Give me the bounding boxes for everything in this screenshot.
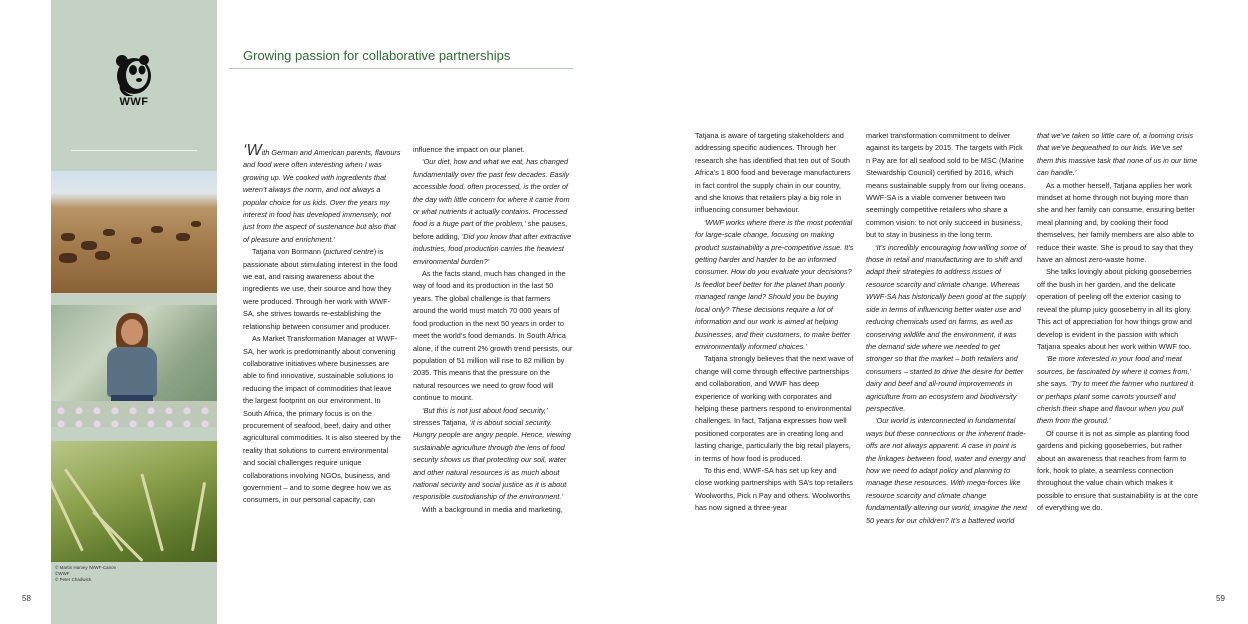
paragraph: ‘Our world is interconnected in fundamental ways but these connections or the inherent trade-offs are not always apparent. A case in point is the linkages between food, water and energy and how we need to adapt policy and planning to manage these resources. With mega-forces like resource scarcity and climate change fundamentally altering our world, imagine the next 50 years for our children? It’s a battered world — [866, 416, 1028, 525]
page-number-right: 59 — [1216, 594, 1225, 603]
page-title: Growing passion for collaborative partnerships — [243, 48, 511, 63]
article-column-4 — [866, 130, 1028, 527]
photo-wheat — [51, 441, 217, 562]
drop-cap: ‘W — [243, 142, 262, 159]
paragraph: As a mother herself, Tatjana applies her work mindset at home through not buying more than she and her family can consume, ensuring better meal planning and, by cooking their food themselves, her family members are also able to reduce their waste. She is proud to say that they have an almost zero-waste home. — [1037, 180, 1195, 265]
article-column-3 — [695, 130, 855, 515]
paragraph: To this end, WWF-SA has set up key and close working partnerships with SA’s top retailers Woolworths, Pick n Pay and others. Woolworths has now signed a three-year — [695, 465, 853, 513]
paragraph: influence the impact on our planet. — [413, 145, 525, 154]
paragraph: ‘It’s incredibly encouraging how willing some of those in retail and manufacturing are to shift and adapt their strategies to address issues of resource scarcity and climate change. Whereas WWF-SA has historically been good at the supply side in terms of influencing better water use and reducing chemicals used on farms, as well as conserving wildlife and the environment, it was the demand side where we needed to get stronger so that the market – both retailers and consumers – started to drive the desire for better dairy and beef and all-round improvements in agriculture from an ecosystem and biodiversity perspective. — [866, 242, 1027, 413]
article-column-2 — [413, 144, 573, 516]
paragraph: ‘WWF works where there is the most potential for large-scale change, focusing on making product sustainability a pre-competitive issue. It’s getting harder and harder to be an informed consumer. How do you evaluate your decisions? Is feedlot beef better for the planet than poorly managed range land? Should you be buying local only? These decisions require a lot of information and our work is aimed at helping businesses, and their customers, to make better environmentally informed choices.’ — [695, 217, 854, 351]
page-number-left: 58 — [22, 594, 31, 603]
paragraph: ‘But this is not just about food security,’ stresses Tatjana, ‘it is about social security. Hungry people are angry people. Hence, viewing sustainable agriculture through the lens of food security shows us that protecting our soil, water and other natural resources is as much about national security and social justice as it is about responsible custodianship of the environment.’ — [413, 405, 571, 502]
photo-tatjana-portrait — [51, 305, 217, 427]
sidebar-panel — [51, 0, 217, 624]
paragraph: As Market Transformation Manager at WWF-SA, her work is predominantly about convening collaborative initiatives where businesses are able to find innovative, sustainable solutions to reducing the impact of commodities that leave the largest footprint on our environment. In South Africa, the primary focus is on the procurement of seafood, beef, dairy and other agricultural commodities. It is also steered by the reality that solutions to current environmental and social challenges require unique collaborations involving NGOs, business, and government – and to some degree how we as consumers, in our personal capacity, can — [243, 334, 401, 505]
paragraph: Tatjana strongly believes that the next wave of change will come through effective partnerships and collaboration, and WWF has deep experience of working with corporates and helping these partners respond to environmental challenges. In fact, Tatjana expresses how well positioned corporates are in creating long and lasting change, particularly the big retail players, in terms of how food is produced. — [695, 354, 854, 463]
divider — [71, 150, 197, 151]
panda-icon — [114, 54, 154, 98]
paragraph: ‘Be more interested in your food and meat sources, be fascinated by where it comes from,’ she says. ‘Try to meet the farmer who nurtured it or perhaps plant some carrots yourself and cherish their shape and flavour when you pull them from the ground.’ — [1037, 354, 1194, 426]
wwf-logo-text: WWF — [119, 96, 149, 108]
paragraph: that we’ve taken so little care of, a looming crisis that we’ve bequeathed to our kids. We’ve set them this massive task that none of us in our time can handle.’ — [1037, 131, 1198, 178]
paragraph: As the facts stand, much has changed in the way of food and its production in the last 50 years. The global challenge is that farmers around the world must match 70 000 years of food production in the next 50 years in order to meet the world’s food demands. In South Africa alone, if the current 2% growth trend persists, our population of 51 million will rise to 82 million by 2035. This means that the pressure on the natural resources we need to grow food will continue to mount. — [413, 269, 573, 403]
paragraph: ‘With German and American parents, flavours and food were often interesting when I was growing up. We cooked with ingredients that weren’t always the norm, and not always a popular choice for us kids. Over the years my interest in food has developed immensely, not just from the aspect of sustenance but also that of pleasure and enrichment.’ — [243, 142, 401, 244]
wwf-logo — [114, 54, 154, 110]
article-column-5 — [1037, 130, 1199, 515]
article-column-1 — [243, 144, 401, 507]
paragraph: Tatjana von Bormann (pictured centre) is passionate about stimulating interest in the food we eat, and raising awareness about the ingredients we use, their source and how they were produced. Through her work with WWF-SA, she strives towards re-establishing the relationship between consumer and producer. — [243, 247, 398, 331]
paragraph: With a background in media and marketing, — [422, 504, 563, 514]
paragraph: ‘Our diet, how and what we eat, has changed fundamentally over the past few decades. Easily accessible food, often processed, is the order of the day with little concern for where it came from or what nutrients it actually contains. Processed food is a huge part of the problem,’ she pauses, before adding, ‘Did you know that after extractive industries, food production carries the heaviest environmental burden?’ — [413, 157, 572, 266]
title-divider — [229, 68, 573, 69]
paragraph: Tatjana is aware of targeting stakeholders and addressing specific audiences. Through her research she has identified that ten out of South Africa’s 1 800 food and beverage manufacturers in fact control the supply chain in our country, and she knows that retailers play a big role in influencing consumer behaviour. — [695, 131, 851, 215]
photo-credits: © Martin Harvey /WWF-Canon ©WWF © Peter Chadwick — [55, 565, 117, 582]
photo-cattle-field — [51, 171, 217, 293]
paragraph: She talks lovingly about picking gooseberries off the bush in her garden, and the delicate operation of peeling off the exterior casing to reveal the plump juicy gooseberry in all its glory. This act of appreciation for how things grow and develop is evident in the passion with which Tatjana speaks about her work within WWF too. — [1037, 267, 1192, 351]
paragraph: Of course it is not as simple as planting food gardens and picking gooseberries, but rather about an awareness that reaches from farm to fork, hook to plate, a seamless connection throughout the value chain which makes it possible to ensure that sustainability is at the core of everything we do. — [1037, 428, 1199, 513]
paragraph: market transformation commitment to deliver against its targets by 2015. The targets with Pick n Pay are for all seafood sold to be MSC (Marine Stewardship Council) certified by 2016, which means sustainable supply from our living oceans. WWF-SA is a viable convener between two seemingly competitive retailers who share a common vision: to not only succeed in business, but to stay in business in the long term. — [866, 131, 1026, 240]
